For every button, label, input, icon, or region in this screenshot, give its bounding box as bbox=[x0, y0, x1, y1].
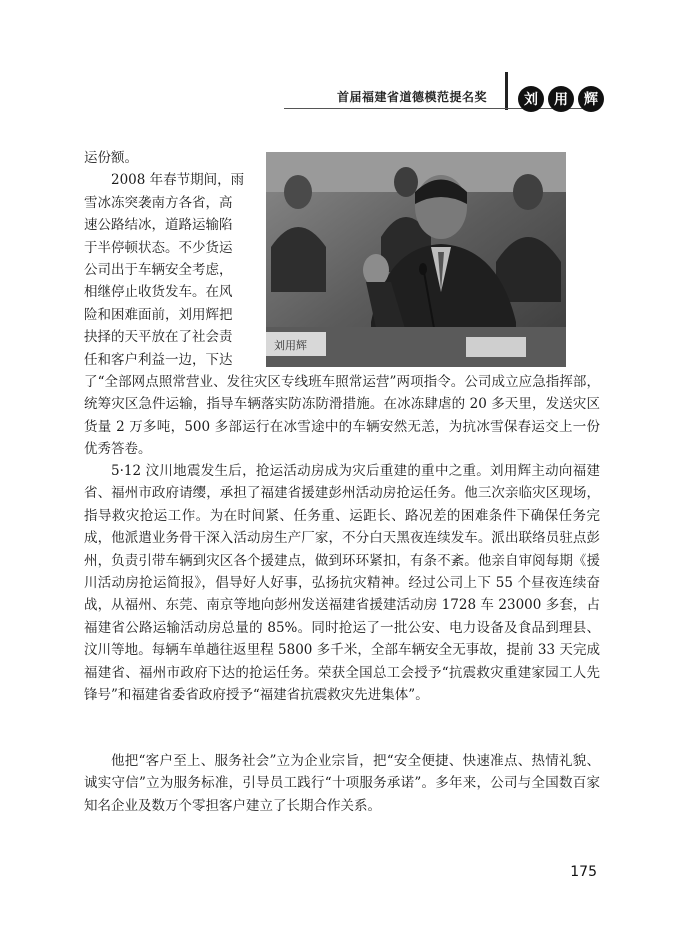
paragraph-1-line: 雪冰冻突袭南方各省，高 bbox=[84, 194, 233, 211]
paragraph-1-line: 公司出于车辆安全考虑， bbox=[84, 262, 233, 279]
paragraph-1-line: 2008 年春节期间，雨 bbox=[84, 172, 245, 189]
meeting-photo-illustration bbox=[266, 152, 566, 367]
paragraph-2: 了“全部网点照常营业、发往灾区专线班车照常运营”两项指令。公司成立应急指挥部，统筹灾区急件运输，指导车辆落实防冻防滑措施。在冰冻肆虐的 20 多天里，发送灾区货量 2 万多吨，500 多部运行在冰雪途中的车辆安然无恙，为抗冰雪保春运交上一份优秀答卷。 bbox=[84, 374, 600, 458]
paragraph-1-line: 速公路结冰，道路运输陷 bbox=[84, 217, 233, 234]
seal-char-1: 刘 bbox=[518, 86, 544, 112]
paragraph-1 bbox=[84, 147, 256, 371]
header-vertical-bar bbox=[505, 72, 508, 110]
seal-char-2: 用 bbox=[548, 86, 574, 112]
paragraph-4: 他把“客户至上、服务社会”立为企业宗旨，把“安全便捷、快速准点、热情礼貌、诚实守信”立为服务标准，引导员工践行“十项服务承诺”。多年来，公司与全国数百家知名企业及数万个零担客户建立了长期合作关系。 bbox=[84, 753, 600, 814]
paragraph-1-line: 运份额。 bbox=[84, 150, 138, 166]
meeting-photo bbox=[266, 152, 566, 367]
paragraph-3: 5·12 汶川地震发生后，抢运活动房成为灾后重建的重中之重。刘用辉主动向福建省、福州市政府请缨，承担了福建省援建彭州活动房抢运任务。他三次亲临灾区现场，指导救灾抢运工作。为在时间紧、任务重、运距长、路况差的困难条件下确保任务完成，他派遣业务骨干深入活动房生产厂家，不分白天黑夜连续发车。派出联络员驻点彭州，负责引带车辆到灾区各个援建点，做到环环紧扣，有条不紊。他亲自审阅每期《援川活动房抢运简报》，倡导好人好事，弘扬抗灾精神。经过公司上下 55 个昼夜连续奋战，从福州、东莞、南京等地向彭州发送福建省援建活动房 1728 车 23000 多套，占福建省公路运输活动房总量的 85%。同时抢运了一批公安、电力设备及食品到理县、汶川等地。每辆车单趟往返里程 5800 多千米，全部车辆安全无事故，提前 33 天完成福建省、福州市政府下达的抢运任务。荣获全国总工会授予“抗震救灾重建家园工人先锋号”和福建省委省政府授予“福建省抗震救灾先进集体”。 bbox=[84, 463, 600, 704]
paragraph-1-line: 于半停顿状态。不少货运 bbox=[84, 239, 233, 256]
paragraph-1-line: 任和客户利益一边，下达 bbox=[84, 351, 233, 368]
svg-text:刘用辉: 刘用辉 bbox=[274, 339, 307, 352]
paragraph-1-line: 相继停止收货发车。在风 bbox=[84, 284, 233, 301]
paragraph-1-line: 险和困难面前，刘用辉把 bbox=[84, 306, 233, 323]
header-title: 首届福建省道德模范提名奖 bbox=[336, 90, 487, 104]
name-seals bbox=[518, 86, 604, 112]
paragraph-1-line: 抉择的天平放在了社会责 bbox=[84, 329, 233, 346]
page-number: 175 bbox=[570, 864, 597, 880]
seal-char-3: 辉 bbox=[578, 86, 604, 112]
